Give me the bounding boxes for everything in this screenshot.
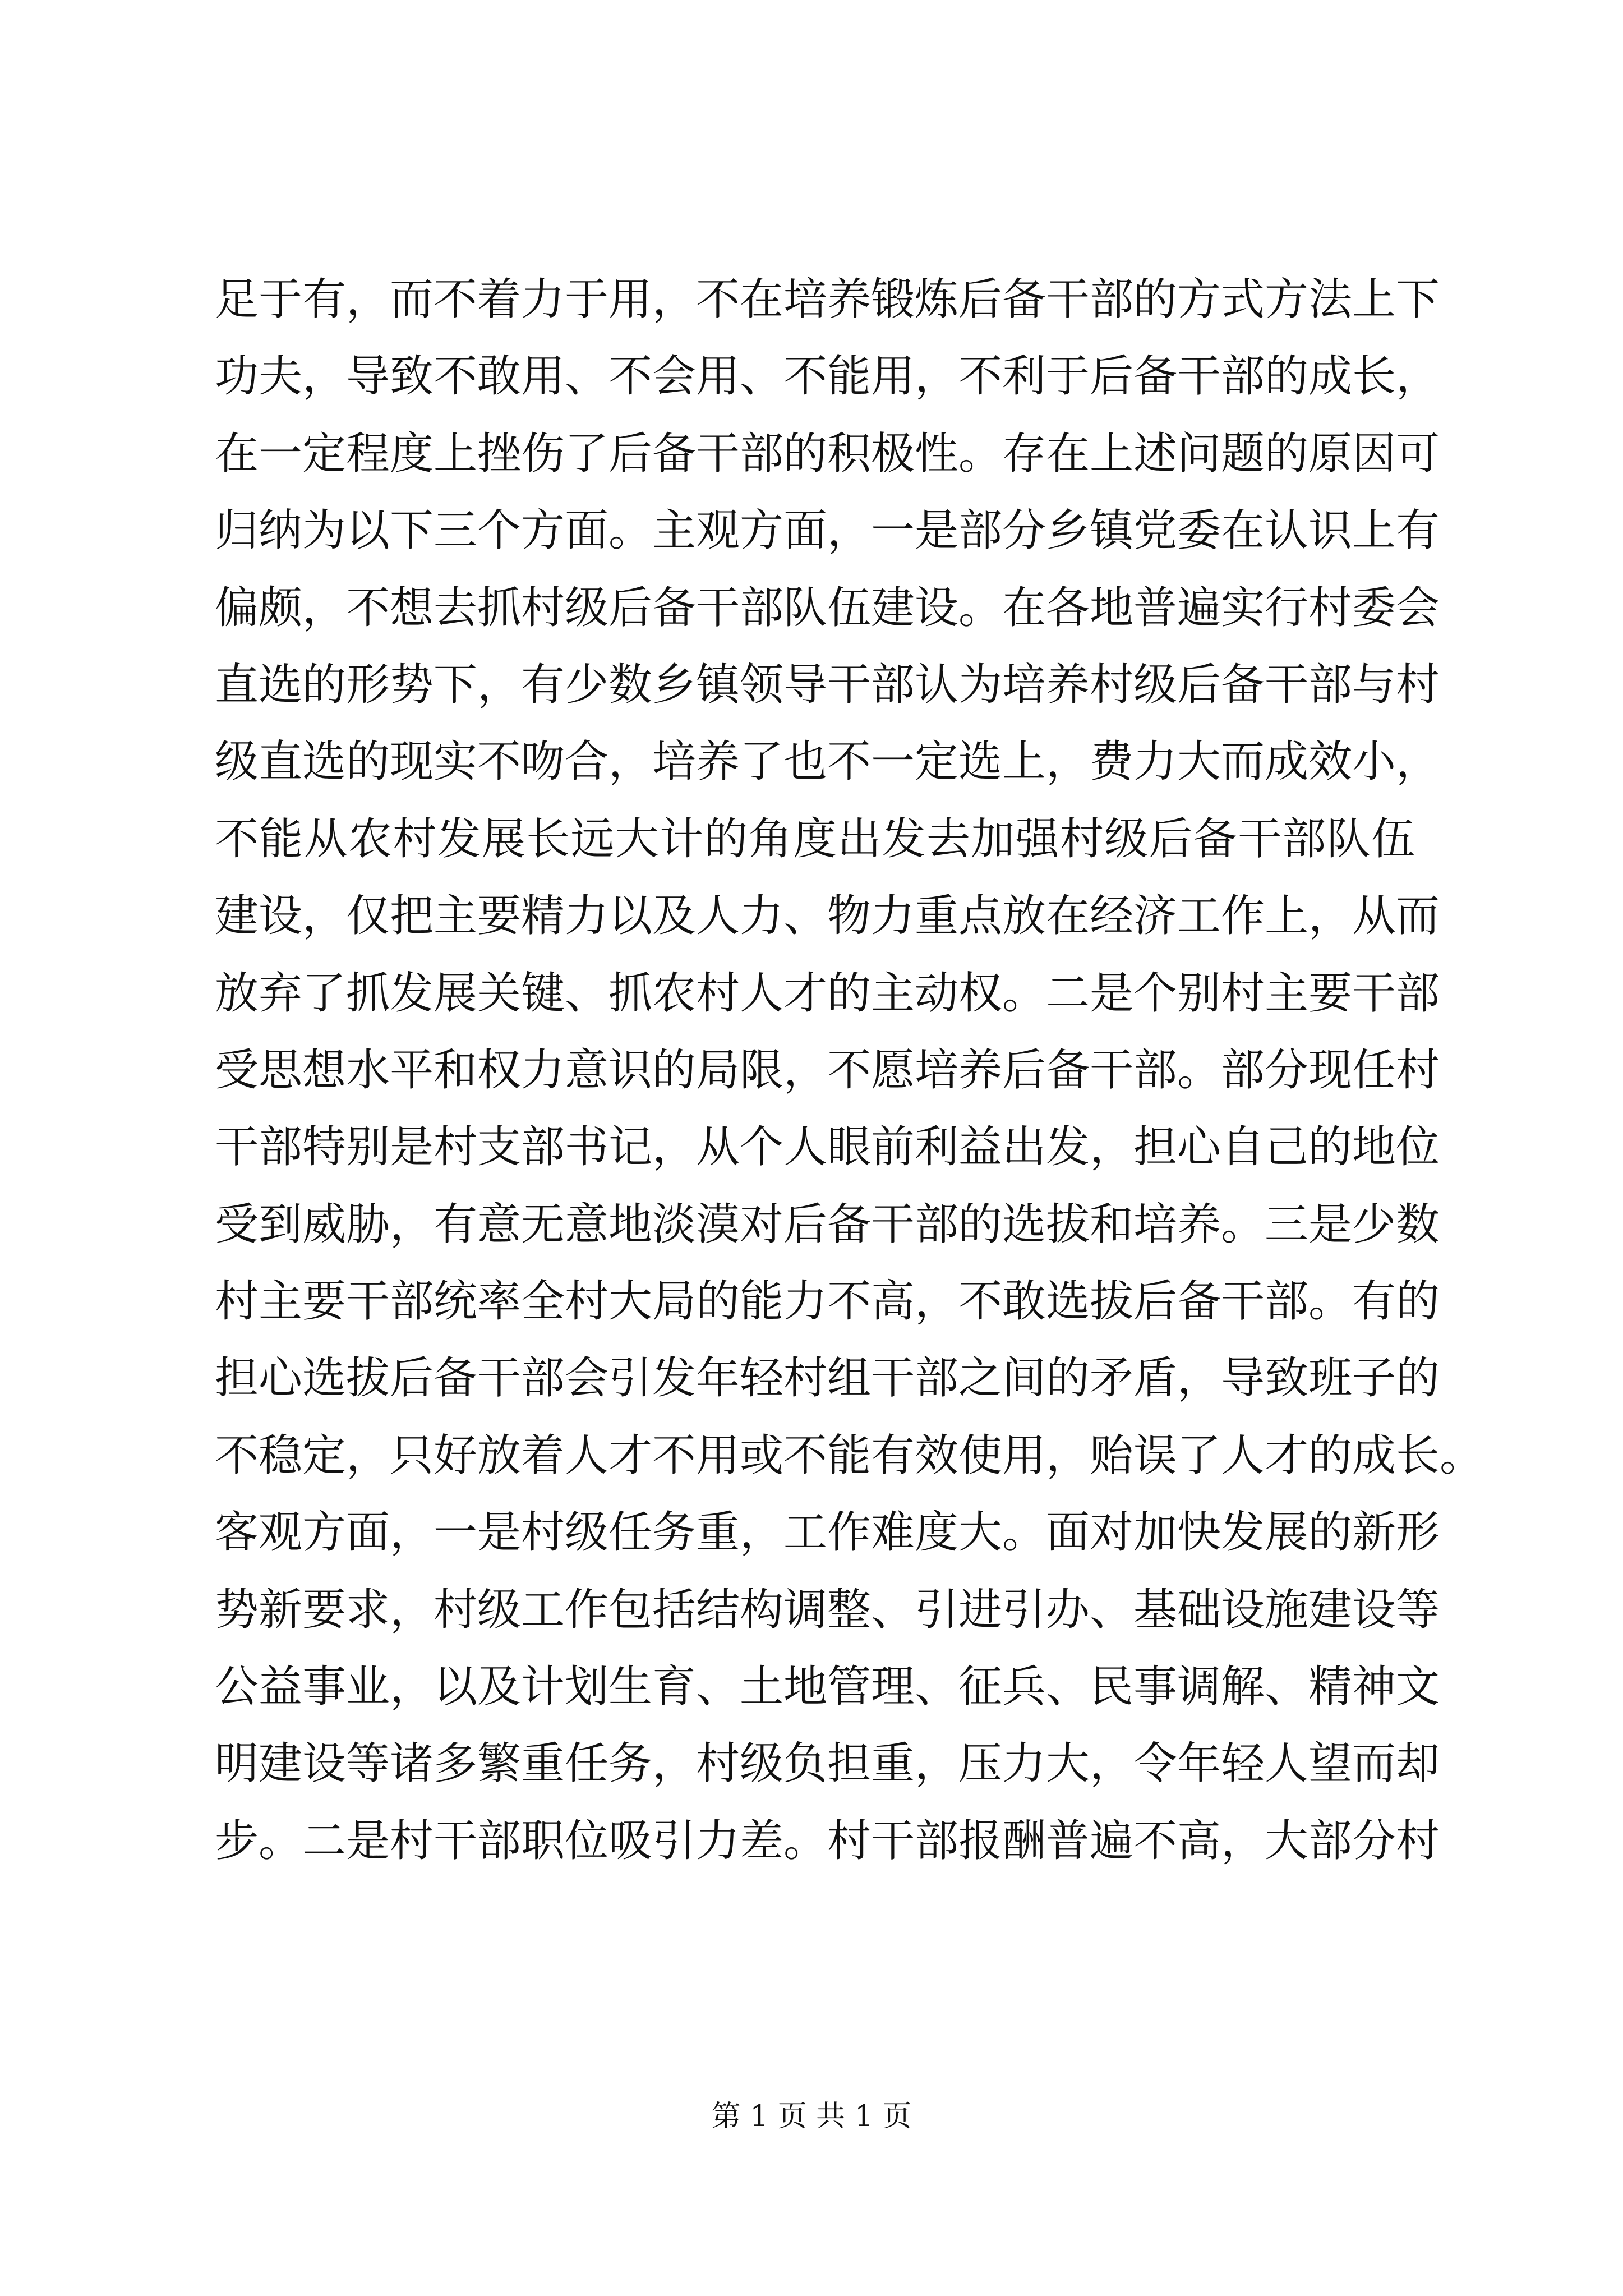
text-line: 偏颇，不想去抓村级后备干部队伍建设。在各地普遍实行村委会: [215, 582, 1440, 633]
text-line: 放弃了抓发展关键、抓农村人才的主动权。二是个别村主要干部: [215, 968, 1440, 1019]
text-line: 级直选的现实不吻合，培养了也不一定选上，费力大而成效小，: [215, 737, 1440, 788]
text-line: 足于有，而不着力于用，不在培养锻炼后备干部的方式方法上下: [215, 274, 1440, 325]
text-line: 干部特别是村支部书记，从个人眼前利益出发，担心自己的地位: [215, 1122, 1440, 1173]
body-text: [215, 261, 1484, 1880]
text-line: 势新要求，村级工作包括结构调整、引进引办、基础设施建设等: [215, 1584, 1440, 1635]
text-line: 直选的形势下，有少数乡镇领导干部认为培养村级后备干部与村: [215, 659, 1440, 710]
text-line: 公益事业，以及计划生育、土地管理、征兵、民事调解、精神文: [215, 1662, 1440, 1713]
text-line: 不能从农村发展长远大计的角度出发去加强村级后备干部队伍: [215, 813, 1415, 864]
text-line: 归纳为以下三个方面。主观方面，一是部分乡镇党委在认识上有: [215, 505, 1440, 556]
text-line: 村主要干部统率全村大局的能力不高，不敢选拔后备干部。有的: [215, 1276, 1440, 1327]
text-line: 步。二是村干部职位吸引力差。村干部报酬普遍不高，大部分村: [215, 1815, 1440, 1866]
text-line: 在一定程度上挫伤了后备干部的积极性。存在上述问题的原因可: [215, 428, 1440, 479]
page-footer: 第 1 页 共 1 页: [711, 2100, 912, 2133]
text-line: 受到威胁，有意无意地淡漠对后备干部的选拔和培养。三是少数: [215, 1199, 1440, 1250]
text-line: 不稳定，只好放着人才不用或不能有效使用，贻误了人才的成长。: [215, 1430, 1484, 1481]
text-line: 受思想水平和权力意识的局限，不愿培养后备干部。部分现任村: [215, 1045, 1440, 1096]
text-line: 明建设等诸多繁重任务，村级负担重，压力大，令年轻人望而却: [215, 1738, 1440, 1789]
text-line: 客观方面，一是村级任务重，工作难度大。面对加快发展的新形: [215, 1507, 1440, 1558]
text-line: 担心选拔后备干部会引发年轻村组干部之间的矛盾，导致班子的: [215, 1353, 1440, 1404]
text-line: 建设，仅把主要精力以及人力、物力重点放在经济工作上，从而: [215, 891, 1440, 942]
text-line: 功夫，导致不敢用、不会用、不能用，不利于后备干部的成长，: [215, 351, 1440, 402]
